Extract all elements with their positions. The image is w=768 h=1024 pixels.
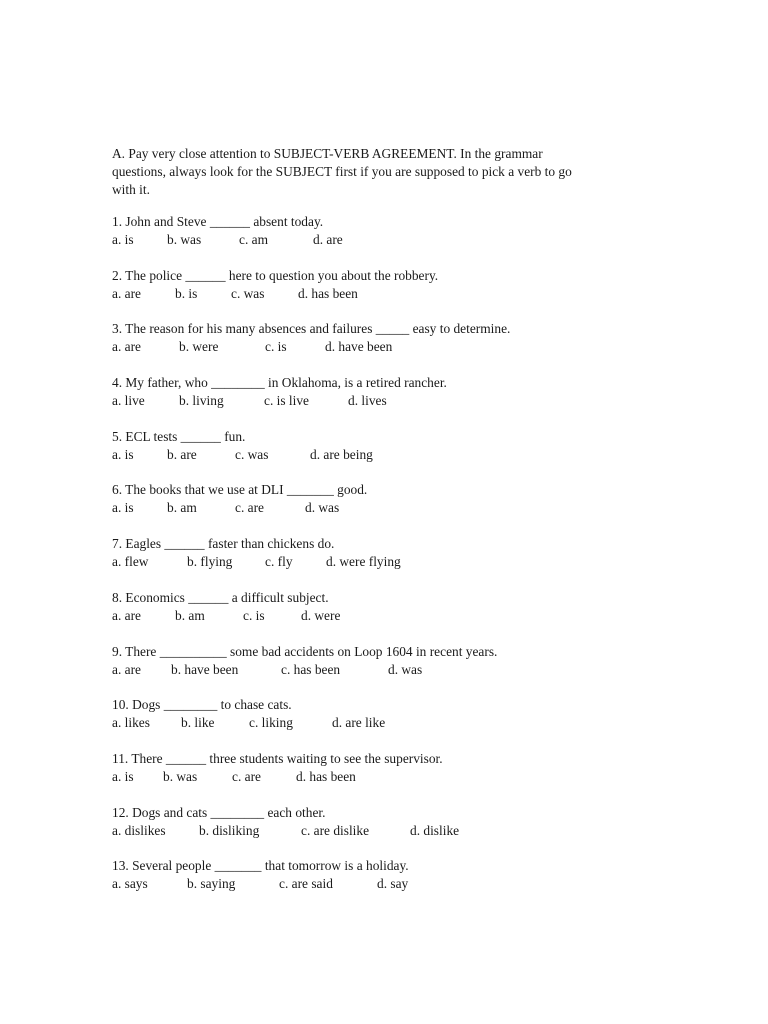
question-12 [112,804,712,858]
option-a: a. is [112,232,134,247]
instructions-line: questions, always look for the SUBJECT first if you are supposed to pick a verb to go [112,164,572,179]
option-a: a. live [112,393,145,409]
question-2 [112,267,712,321]
question-text: 2. The police ______ here to question you about the robbery. [112,267,439,283]
question-7 [112,535,712,589]
option-b: b. am [175,607,205,623]
question-8 [112,589,712,643]
answer-options [112,392,712,410]
option-d: d. are like [332,715,386,731]
question-text: 3. The reason for his many absences and failures _____ easy to determine. [112,321,511,337]
option-c: c. was [231,285,265,301]
option-a: a. dislikes [112,822,166,838]
question-text: 9. There __________ some bad accidents on Loop 1604 in recent years. [112,643,498,659]
answer-options [112,661,712,679]
option-b: b. like [181,715,215,731]
option-b: b. saying [187,876,236,892]
option-b: b. is [175,285,198,301]
option-c: c. fly [265,554,293,570]
option-a: a. says [112,876,148,892]
option-d: d. are being [310,446,373,462]
option-d: d. were [301,607,341,623]
option-a: a. are [112,339,141,355]
option-d: d. were flying [326,554,401,570]
instructions-paragraph [112,145,712,199]
option-b: b. have been [171,661,239,677]
option-b: b. were [179,339,219,355]
option-d: d. say [377,876,409,892]
question-text: 1. John and Steve ______ absent today. [112,214,324,229]
question-text: 10. Dogs ________ to chase cats. [112,697,292,713]
option-d: d. have been [325,339,393,355]
option-d: d. are [313,232,343,247]
option-b: b. flying [187,554,233,570]
answer-options [112,714,712,732]
answer-options [112,338,712,356]
option-c: c. has been [281,661,341,677]
option-a: a. likes [112,715,150,731]
option-c: c. is [243,607,265,623]
question-text: 5. ECL tests ______ fun. [112,428,246,444]
option-d: d. lives [348,393,387,409]
option-a: a. flew [112,554,149,570]
option-a: a. are [112,285,141,301]
answer-options [112,446,712,464]
question-4 [112,374,712,428]
question-5 [112,428,712,482]
question-6 [112,481,712,535]
option-b: b. are [167,446,197,462]
option-c: c. are dislike [301,822,370,838]
question-13 [112,857,712,911]
answer-options [112,768,712,786]
option-b: b. disliking [199,822,260,838]
option-b: b. was [163,768,198,784]
option-a: a. is [112,768,134,784]
option-c: c. is [265,339,287,355]
option-a: a. is [112,500,134,516]
answer-options [112,875,712,893]
option-d: d. dislike [410,822,460,838]
option-c: c. is live [264,393,309,409]
answer-options [112,553,712,571]
option-d: d. was [388,661,423,677]
question-text: 13. Several people _______ that tomorrow is a holiday. [112,858,409,874]
option-a: a. are [112,607,141,623]
option-b: b. was [167,232,202,247]
worksheet-page [112,145,712,911]
question-text: 11. There ______ three students waiting to see the supervisor. [112,750,443,766]
option-c: c. was [235,446,269,462]
option-a: a. is [112,446,134,462]
question-9 [112,643,712,697]
instructions-line: A. Pay very close attention to SUBJECT-VERB AGREEMENT. In the grammar [112,146,543,161]
option-d: d. has been [296,768,356,784]
answer-options [112,231,712,249]
option-d: d. was [305,500,340,516]
question-1 [112,213,712,267]
option-d: d. has been [298,285,358,301]
question-text: 12. Dogs and cats ________ each other. [112,804,326,820]
option-c: c. are said [279,876,333,892]
option-c: c. are [235,500,264,516]
instructions-line: with it. [112,182,150,197]
question-text: 6. The books that we use at DLI _______ good. [112,482,368,498]
answer-options [112,285,712,303]
question-10 [112,696,712,750]
answer-options [112,822,712,840]
option-c: c. are [232,768,261,784]
question-3 [112,320,712,374]
question-text: 4. My father, who ________ in Oklahoma, is a retired rancher. [112,375,447,391]
question-11 [112,750,712,804]
option-c: c. liking [249,715,293,731]
question-text: 8. Economics ______ a difficult subject. [112,589,329,605]
option-b: b. living [179,393,224,409]
answer-options [112,607,712,625]
option-a: a. are [112,661,141,677]
answer-options [112,499,712,517]
option-c: c. am [239,232,268,247]
option-b: b. am [167,500,197,516]
question-text: 7. Eagles ______ faster than chickens do. [112,536,335,552]
